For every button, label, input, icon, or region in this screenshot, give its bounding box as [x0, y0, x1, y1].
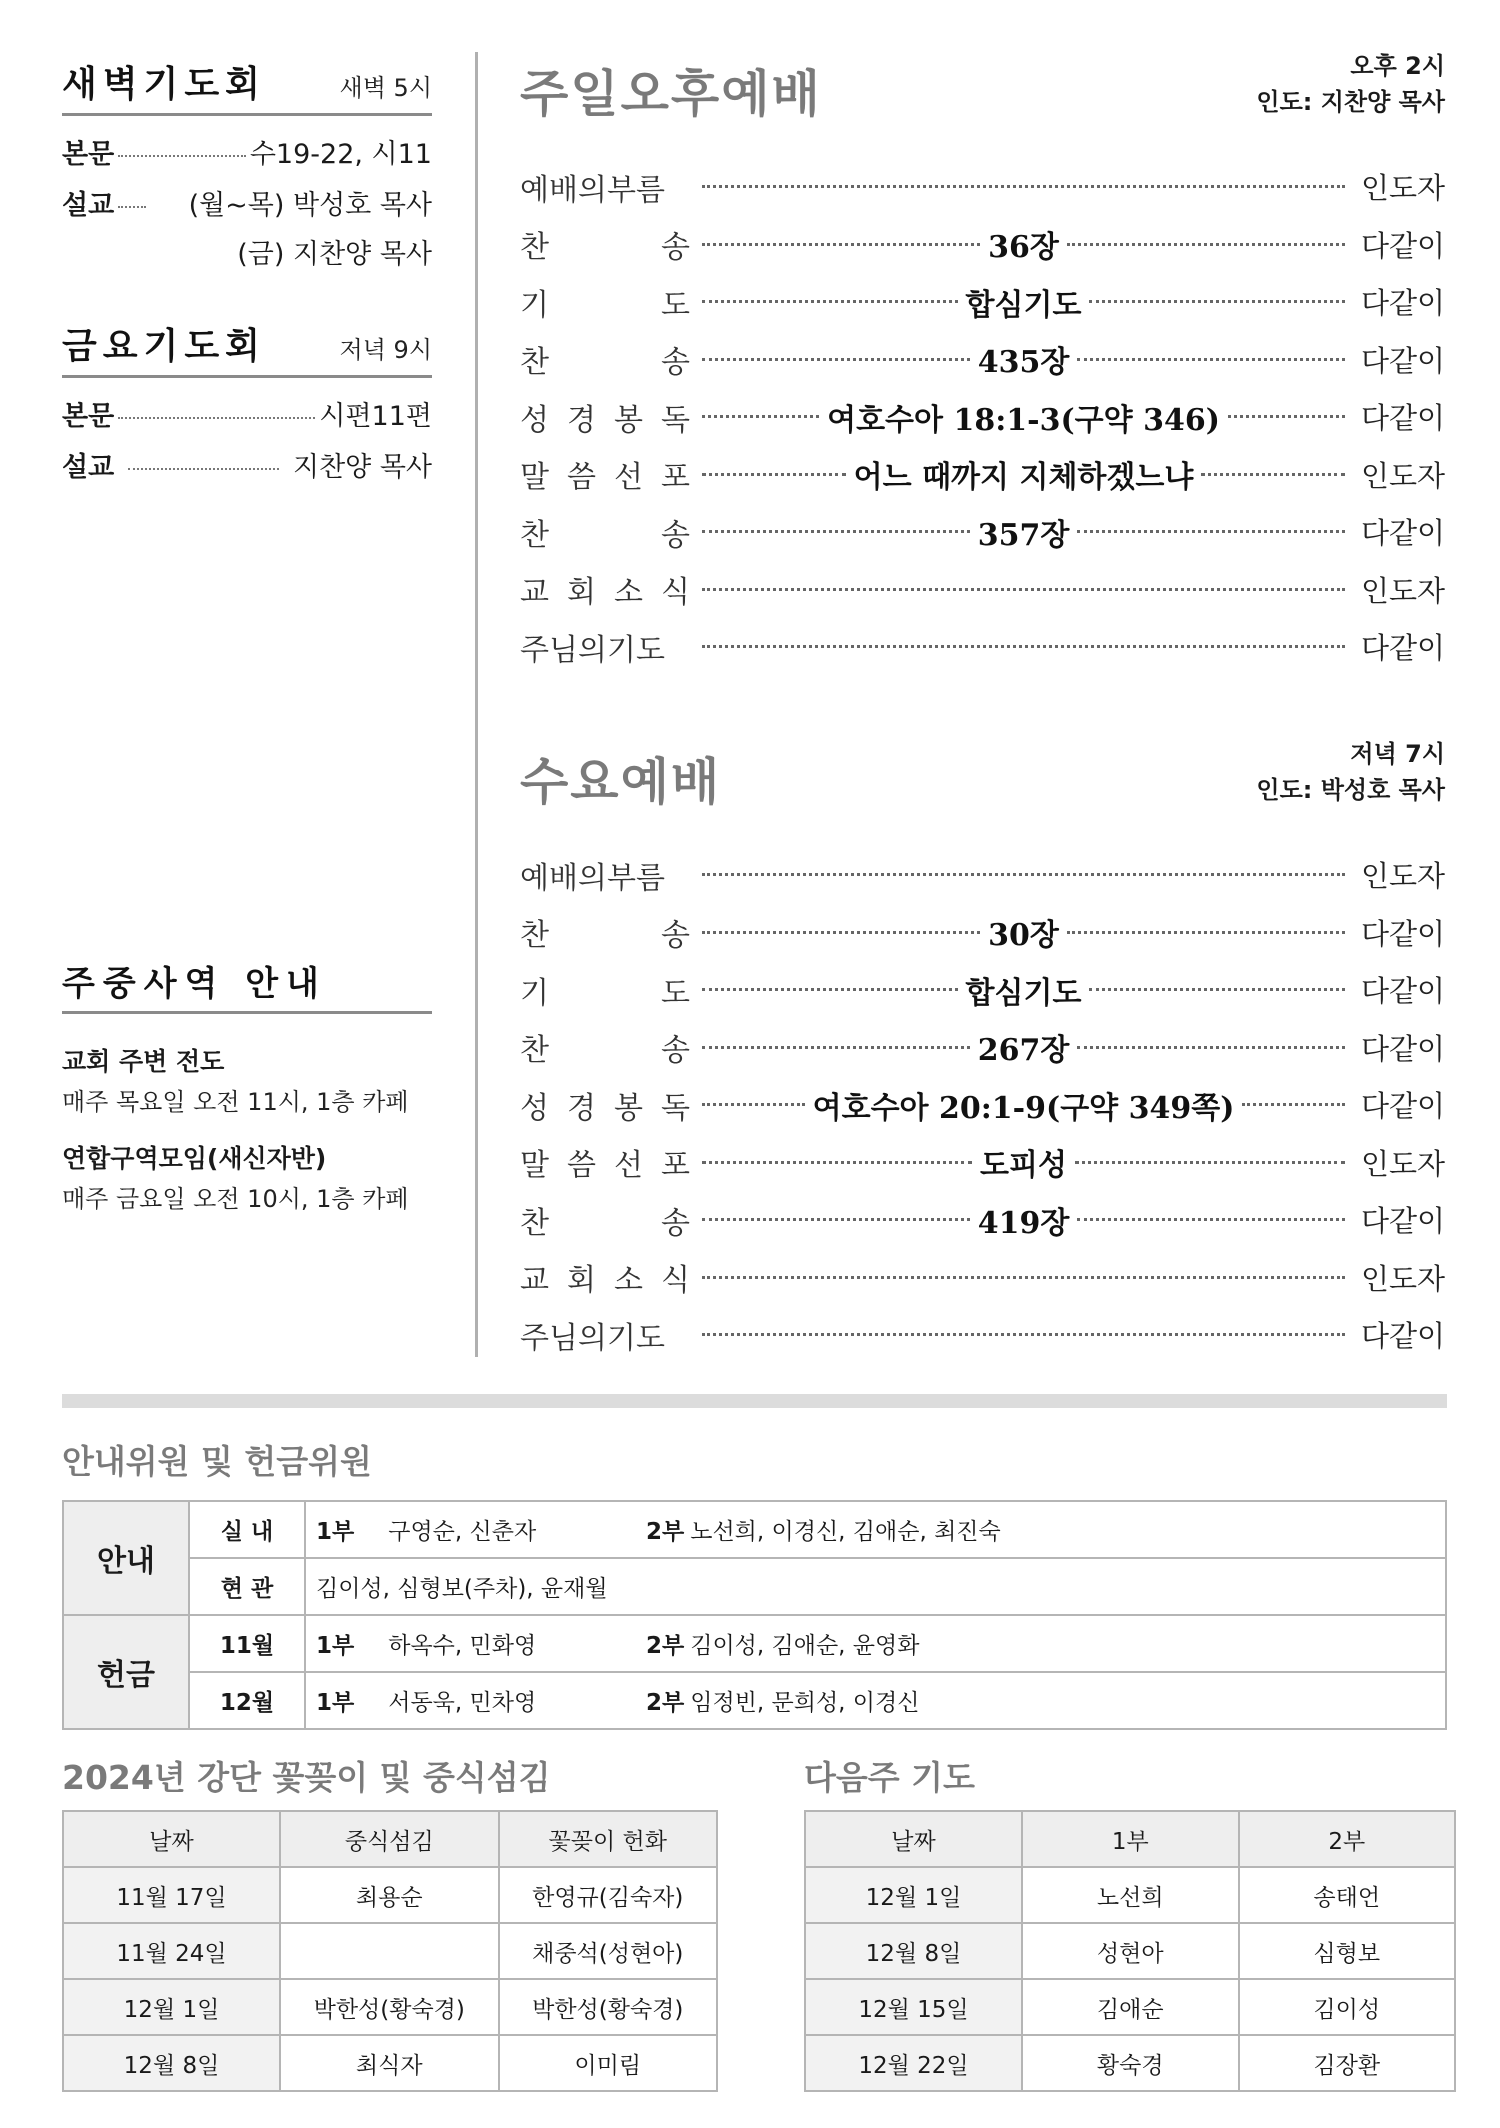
order-item-label: 찬 송 [520, 345, 690, 381]
december-part2-names: 임정빈, 문희성, 이경신 [690, 1690, 920, 1716]
december-label: 12월 [189, 1672, 305, 1729]
table-row [805, 2035, 1455, 2091]
order-item-leader: 다같이 [1360, 343, 1445, 378]
name-cell: 성현아 [1022, 1923, 1239, 1979]
left-column [62, 56, 432, 1213]
order-row [520, 1134, 1445, 1192]
dotted-leader [702, 337, 1345, 381]
order-item-content: 435장 [977, 345, 1070, 381]
dotted-leader [118, 417, 315, 419]
order-item-leader: 다같이 [1360, 974, 1445, 1009]
order-item-label: 예 배 의 부 름 [520, 172, 665, 208]
order-row [520, 273, 1445, 331]
name-cell: 송태언 [1239, 1867, 1456, 1923]
dawn-sermon-value1: (월~목) 박성호 목사 [188, 190, 432, 221]
order-item-leader: 다같이 [1360, 1204, 1445, 1239]
order-item-leader: 인도자 [1360, 458, 1445, 493]
friday-sermon-label: 설교 [62, 452, 115, 483]
dawn-sermon-value2: (금) 지찬양 목사 [237, 239, 432, 270]
ushers-title: 안내위원 및 헌금위원 [62, 1442, 372, 1481]
order-row [520, 446, 1445, 504]
name-cell: 채중석(성현아) [499, 1923, 718, 1979]
order-row [520, 158, 1445, 216]
friday-text-value: 시편11편 [319, 401, 432, 432]
dawn-prayer-section [62, 56, 432, 271]
ministry-item-desc: 매주 목요일 오전 11시, 1층 카페 [62, 1088, 409, 1116]
dawn-text-value: 수19-22, 시11 [249, 139, 432, 170]
november-cell [305, 1615, 1446, 1672]
table-row [805, 1979, 1455, 2035]
table-row [63, 1923, 717, 1979]
service-leader: 인도: 박성호 목사 [1256, 776, 1445, 804]
name-cell: 김이성 [1239, 1979, 1456, 2035]
name-cell: 황숙경 [1022, 2035, 1239, 2091]
indoor-cell [305, 1501, 1446, 1558]
name-cell: 노선희 [1022, 1867, 1239, 1923]
order-item-label: 말 씀 선 포 [520, 1148, 690, 1184]
name-cell: 최용순 [280, 1867, 499, 1923]
ministry-item-desc: 매주 금요일 오전 10시, 1층 카페 [62, 1185, 409, 1213]
name-cell [280, 1923, 499, 1979]
date-cell: 12월 1일 [805, 1867, 1022, 1923]
friday-prayer-title: 금요기도회 [62, 326, 266, 367]
order-row [520, 1306, 1445, 1364]
order-item-leader: 다같이 [1360, 228, 1445, 263]
date-cell: 12월 8일 [805, 1923, 1022, 1979]
order-item-label: 성 경 봉 독 [520, 1090, 690, 1126]
column-header: 꽃꽂이 헌화 [499, 1811, 718, 1867]
service-meta [1256, 736, 1445, 808]
dawn-prayer-header [62, 56, 432, 116]
dotted-leader [702, 873, 1345, 876]
ministry-item [62, 1042, 432, 1117]
order-item-content: 여호수아 20:1-9(구약 349쪽) [812, 1090, 1235, 1126]
part2-label: 2부 [646, 1690, 685, 1716]
table-row [805, 1867, 1455, 1923]
name-cell: 최식자 [280, 2035, 499, 2091]
column-header: 1부 [1022, 1811, 1239, 1867]
order-row [520, 1191, 1445, 1249]
column-header: 중식섬김 [280, 1811, 499, 1867]
november-label: 11월 [189, 1615, 305, 1672]
order-item-leader: 다같이 [1360, 1319, 1445, 1354]
ministry-header [62, 956, 432, 1014]
order-item-leader: 다같이 [1360, 1031, 1445, 1066]
dotted-leader [702, 1198, 1345, 1242]
order-item-content: 267장 [977, 1033, 1070, 1069]
column-divider [475, 52, 478, 1357]
service-leader: 인도: 지찬양 목사 [1256, 88, 1445, 116]
friday-text-line [62, 394, 432, 433]
column-header: 2부 [1239, 1811, 1456, 1867]
ministry-item-title: 연합구역모임(새신자반) [62, 1144, 327, 1173]
order-row [520, 846, 1445, 904]
wednesday-service [520, 740, 1445, 1364]
table-row [63, 1867, 717, 1923]
dotted-leader [702, 280, 1345, 324]
order-row [520, 618, 1445, 676]
order-item-label: 성 경 봉 독 [520, 402, 690, 438]
name-cell: 이미림 [499, 2035, 718, 2091]
order-item-label: 기 도 [520, 975, 690, 1011]
order-item-content: 357장 [977, 517, 1070, 553]
friday-sermon-line [62, 445, 432, 484]
friday-sermon-value: 지찬양 목사 [293, 452, 432, 483]
dotted-leader [702, 1140, 1345, 1184]
flowers-lunch-table [62, 1810, 718, 2092]
entrance-label: 현 관 [189, 1558, 305, 1615]
name-cell: 김장환 [1239, 2035, 1456, 2091]
dotted-leader [702, 395, 1345, 439]
table-row [63, 1979, 717, 2035]
order-item-leader: 다같이 [1360, 401, 1445, 436]
indoor-part1-names: 구영순, 신춘자 [388, 1519, 537, 1545]
order-item-leader: 인도자 [1360, 859, 1445, 894]
order-item-content: 합심기도 [965, 975, 1082, 1011]
service-title: 주일오후예배 [520, 65, 822, 123]
dotted-leader [702, 645, 1345, 648]
table-row [63, 2035, 717, 2091]
order-row [520, 561, 1445, 619]
order-row [520, 1249, 1445, 1307]
order-item-leader: 다같이 [1360, 516, 1445, 551]
dawn-sermon-line2 [62, 232, 432, 271]
dawn-text-line [62, 132, 432, 171]
table-header-row [805, 1811, 1455, 1867]
order-item-leader: 다같이 [1360, 286, 1445, 321]
friday-prayer-header [62, 318, 432, 378]
order-item-label: 주 님 의 기 도 [520, 632, 665, 668]
order-item-leader: 인도자 [1360, 573, 1445, 608]
weekday-ministry-section [62, 956, 432, 1214]
dotted-leader [702, 1025, 1345, 1069]
guide-group-label: 안내 [63, 1501, 189, 1615]
order-item-content: 합심기도 [965, 287, 1082, 323]
november-part1-names: 하옥수, 민화영 [388, 1633, 537, 1659]
friday-prayer-time: 저녁 9시 [339, 336, 432, 364]
part1-label: 1부 [316, 1519, 355, 1545]
service-header [520, 52, 1445, 124]
order-item-label: 주 님 의 기 도 [520, 1320, 665, 1356]
dotted-leader [702, 452, 1345, 496]
table-header-row [63, 1811, 717, 1867]
ushers-table [62, 1500, 1447, 1730]
order-item-label: 기 도 [520, 287, 690, 323]
order-item-content: 여호수아 18:1-3(구약 346) [827, 402, 1220, 438]
service-time: 저녁 7시 [1350, 740, 1445, 768]
column-header: 날짜 [805, 1811, 1022, 1867]
name-cell: 김애순 [1022, 1979, 1239, 2035]
service-title: 수요예배 [520, 753, 722, 811]
order-item-content: 36장 [988, 230, 1059, 266]
order-item-label: 찬 송 [520, 1033, 690, 1069]
service-time: 오후 2시 [1350, 52, 1445, 80]
date-cell: 12월 8일 [63, 2035, 280, 2091]
order-item-leader: 다같이 [1360, 1089, 1445, 1124]
order-row [520, 961, 1445, 1019]
service-meta [1256, 48, 1445, 120]
date-cell: 12월 1일 [63, 1979, 280, 2035]
order-row [520, 216, 1445, 274]
dotted-leader [702, 588, 1345, 591]
name-cell: 심형보 [1239, 1923, 1456, 1979]
table-row [805, 1923, 1455, 1979]
ministry-title: 주중사역 안내 [62, 964, 327, 1004]
indoor-part2-names: 노선희, 이경신, 김애순, 최진숙 [690, 1519, 1001, 1545]
dotted-leader [702, 1276, 1345, 1279]
name-cell: 박한성(황숙경) [499, 1979, 718, 2035]
order-item-leader: 다같이 [1360, 631, 1445, 666]
order-item-content: 30장 [988, 918, 1059, 954]
part2-label: 2부 [646, 1633, 685, 1659]
order-of-worship [520, 846, 1445, 1364]
dotted-leader [702, 910, 1345, 954]
order-item-leader: 다같이 [1360, 916, 1445, 951]
sunday-afternoon-service [520, 52, 1445, 676]
dawn-sermon-line [62, 183, 432, 222]
service-header [520, 740, 1445, 812]
order-item-label: 교 회 소 식 [520, 575, 690, 611]
dotted-leader [702, 1333, 1345, 1336]
dotted-leader [118, 155, 246, 157]
date-cell: 12월 15일 [805, 1979, 1022, 2035]
part1-label: 1부 [316, 1633, 355, 1659]
dotted-leader [118, 206, 146, 208]
dotted-leader [702, 1083, 1345, 1127]
december-cell [305, 1672, 1446, 1729]
order-row [520, 503, 1445, 561]
name-cell: 한영규(김숙자) [499, 1867, 718, 1923]
november-part2-names: 김이성, 김애순, 윤영화 [690, 1633, 920, 1659]
part1-label: 1부 [316, 1690, 355, 1716]
dawn-text-label: 본문 [62, 139, 115, 170]
order-item-leader: 인도자 [1360, 1261, 1445, 1296]
dawn-prayer-title: 새벽기도회 [62, 64, 266, 105]
dawn-prayer-time: 새벽 5시 [339, 74, 432, 102]
order-item-content: 도피성 [980, 1148, 1067, 1184]
date-cell: 11월 17일 [63, 1867, 280, 1923]
dawn-sermon-label: 설교 [62, 190, 115, 221]
order-row [520, 904, 1445, 962]
order-row [520, 388, 1445, 446]
order-item-label: 교 회 소 식 [520, 1263, 690, 1299]
ministry-item [62, 1139, 432, 1214]
order-item-label: 찬 송 [520, 230, 690, 266]
dotted-leader [128, 468, 279, 470]
order-row [520, 331, 1445, 389]
order-row [520, 1076, 1445, 1134]
dotted-leader [702, 185, 1345, 188]
dotted-leader [702, 968, 1345, 1012]
order-item-leader: 인도자 [1360, 1146, 1445, 1181]
date-cell: 12월 22일 [805, 2035, 1022, 2091]
name-cell: 박한성(황숙경) [280, 1979, 499, 2035]
order-item-label: 찬 송 [520, 517, 690, 553]
flowers-lunch-title: 2024년 강단 꽃꽂이 및 중식섬김 [62, 1758, 551, 1797]
order-item-leader: 인도자 [1360, 171, 1445, 206]
ministry-item-title: 교회 주변 전도 [62, 1047, 225, 1076]
entrance-names: 김이성, 심형보(주차), 윤재월 [305, 1558, 1446, 1615]
dotted-leader [702, 510, 1345, 554]
order-item-label: 찬 송 [520, 918, 690, 954]
next-week-prayer-title: 다음주 기도 [804, 1758, 975, 1797]
offering-group-label: 헌금 [63, 1615, 189, 1729]
order-item-content: 어느 때까지 지체하겠느냐 [853, 460, 1194, 496]
order-item-label: 예 배 의 부 름 [520, 860, 665, 896]
order-row [520, 1019, 1445, 1077]
column-header: 날짜 [63, 1811, 280, 1867]
order-item-label: 말 씀 선 포 [520, 460, 690, 496]
friday-prayer-section [62, 318, 432, 484]
date-cell: 11월 24일 [63, 1923, 280, 1979]
order-item-content: 419장 [977, 1205, 1070, 1241]
order-of-worship [520, 158, 1445, 676]
friday-text-label: 본문 [62, 401, 115, 432]
section-divider-bar [62, 1394, 1447, 1408]
next-week-prayer-table [804, 1810, 1456, 2092]
dotted-leader [702, 222, 1345, 266]
december-part1-names: 서동욱, 민차영 [388, 1690, 537, 1716]
order-item-label: 찬 송 [520, 1205, 690, 1241]
part2-label: 2부 [646, 1519, 685, 1545]
indoor-label: 실 내 [189, 1501, 305, 1558]
